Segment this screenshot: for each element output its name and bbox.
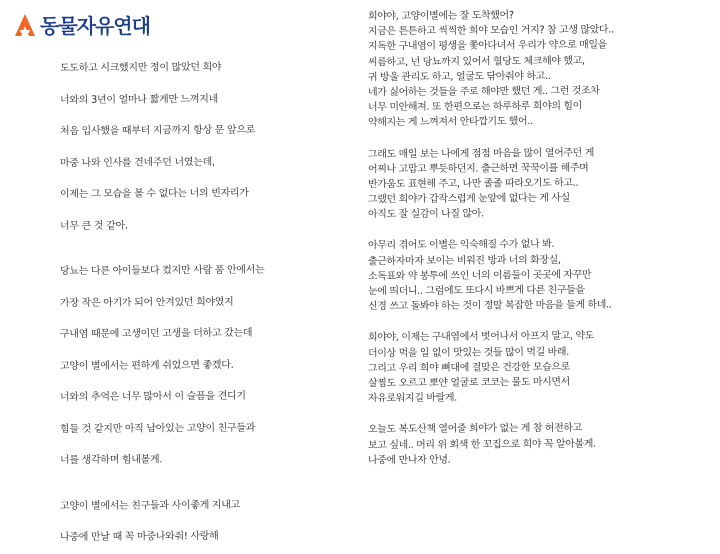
- letter-line: 더이상 먹을 일 없이 맛있는 것들 많이 먹길 바래.: [367, 346, 569, 359]
- letter-line: 너무 큰 것 같아.: [59, 220, 128, 232]
- letter-line: 살찜도 오르고 뽀얀 얼굴로 코코는 물도 마시면서: [367, 376, 570, 390]
- letter-line: 지독한 구내염이 평생을 쫓아다녀서 우리가 약으로 매일을: [367, 39, 607, 53]
- paragraph-gap: [368, 221, 713, 237]
- letter-line: 희야야, 이제는 구내염에서 벗어나서 아프지 말고, 약도: [367, 331, 594, 344]
- letter-line: 오늘도 복도산책 열어줄 희야가 없는 게 참 허전하고: [367, 423, 582, 436]
- paragraph-gap: [368, 405, 713, 421]
- letter-line: 너와의 3년이 얼마나 짧게만 느껴지네: [59, 93, 219, 106]
- letter-paragraph: [368, 8, 713, 130]
- letter-line: 아무리 겪어도 이별은 익숙해질 수가 없나 봐.: [367, 239, 555, 252]
- letter-paragraph: [60, 52, 350, 241]
- letter-line: 자유로워지길 바랄게.: [367, 392, 457, 405]
- brand-mark-icon: [14, 13, 36, 37]
- paragraph-gap: [368, 313, 713, 329]
- letter-line: 그래도 매일 보는 나에게 점점 마음을 많이 열어주던 게: [367, 147, 594, 160]
- letter-paragraph: [368, 237, 713, 313]
- letter-line: 너와의 추억은 너무 많아서 이 슬픔을 견디기: [59, 390, 246, 404]
- letter-line: 그랬던 희야가 갑작스럽게 눈앞에 없다는 게 사실: [367, 192, 570, 206]
- left-letter: [60, 52, 350, 553]
- letter-line: 힘들 것 같지만 아직 남아있는 고양이 친구들과: [59, 422, 256, 435]
- right-letter: [368, 8, 713, 467]
- letter-line: 마중 나와 인사를 건네주던 너였는데,: [59, 156, 215, 169]
- paragraph-gap: [368, 130, 713, 146]
- letter-line: 눈에 띄더니.. 그럼에도 또다시 바쁘게 다른 친구들을: [367, 284, 585, 298]
- letter-line: 씨름하고, 넌 당뇨까지 있어서 혈당도 체크해야 했고,: [367, 55, 585, 68]
- letter-line: 희야야, 고양이별에는 잘 도착했어?: [367, 10, 514, 23]
- paragraph-gap: [60, 241, 350, 255]
- letter-line: 당뇨는 다른 아이들보다 컸지만 사람 품 안에서는: [59, 264, 265, 278]
- letter-line: 처음 입사했을 때부터 지금까지 항상 문 앞으로: [59, 124, 256, 138]
- letter-line: 아직도 잘 실감이 나질 않아.: [367, 208, 484, 221]
- letter-line: 나중에 만날 때 꼭 마중나와줘! 사랑해: [59, 530, 219, 544]
- letter-paragraph: [368, 146, 713, 222]
- letter-line: 신경 쓰고 돌봐야 하는 것이 정말 복잡한 마음을 들게 하네..: [367, 299, 612, 313]
- brand-name: 동물자유연대: [40, 14, 150, 38]
- letter-line: 나중에 만나자 안녕.: [367, 454, 451, 466]
- letter-line: 고양이 별에서는 친구들과 사이좋게 지내고: [59, 499, 241, 512]
- letter-line: 고양이 별에서는 편하게 쉬었으면 좋겠다.: [59, 359, 234, 372]
- letter-line: 네가 싫어하는 것들을 주로 해야만 했던 게.. 그런 것조차: [367, 85, 600, 99]
- letter-line: 반가움도 표현해 주고, 나만 졸졸 따라오기도 하고..: [367, 177, 579, 191]
- letter-line: 가장 작은 아기가 되어 안겨있던 희야였지: [59, 296, 234, 309]
- letter-line: 어찌나 고맙고 뿌듯하던지. 출근하면 꾹꾹이를 해주며: [367, 162, 589, 175]
- letter-line: 그리고 우리 희야 뼈대에 걸맞은 건강한 모습으로: [367, 361, 570, 374]
- letter-line: 지금은 튼튼하고 씩씩한 희야 모습인 거지? 참 고생 많았다..: [367, 24, 614, 38]
- letter-line: 이제는 그 모습을 볼 수 없다는 너의 빈자리가: [59, 187, 249, 201]
- letter-line: 출근하자마자 보이는 비워진 방과 너의 화장실,: [367, 254, 561, 267]
- letter-line: 너를 생각하며 힘내볼게.: [59, 454, 163, 467]
- letter-line: 도도하고 시크했지만 정이 많았던 희야: [59, 61, 222, 75]
- letter-line: 귀 방울 관리도 하고, 얼굴도 닦아줘야 하고..: [367, 70, 551, 83]
- paragraph-gap: [60, 476, 350, 490]
- letter-line: 소독표와 약 봉투에 쓰인 너의 이름들이 곳곳에 자꾸만: [367, 269, 592, 283]
- letter-paragraph: [60, 255, 350, 476]
- letter-paragraph: [60, 490, 350, 553]
- brand-logo: [14, 10, 150, 39]
- letter-line: 구내염 때문에 고생이던 고생을 더하고 갔는데: [59, 327, 253, 341]
- letter-paragraph: [368, 421, 713, 467]
- letter-line: 보고 싶네.. 머리 위 회색 한 꼬집으로 희야 꼭 알아볼게.: [367, 438, 596, 451]
- letter-paragraph: [368, 329, 713, 405]
- letter-line: 너무 미안해져. 또 한편으로는 하루하루 희야의 힘이: [367, 100, 582, 114]
- letter-line: 약해지는 게 느껴져서 안타깝기도 했어..: [367, 116, 533, 129]
